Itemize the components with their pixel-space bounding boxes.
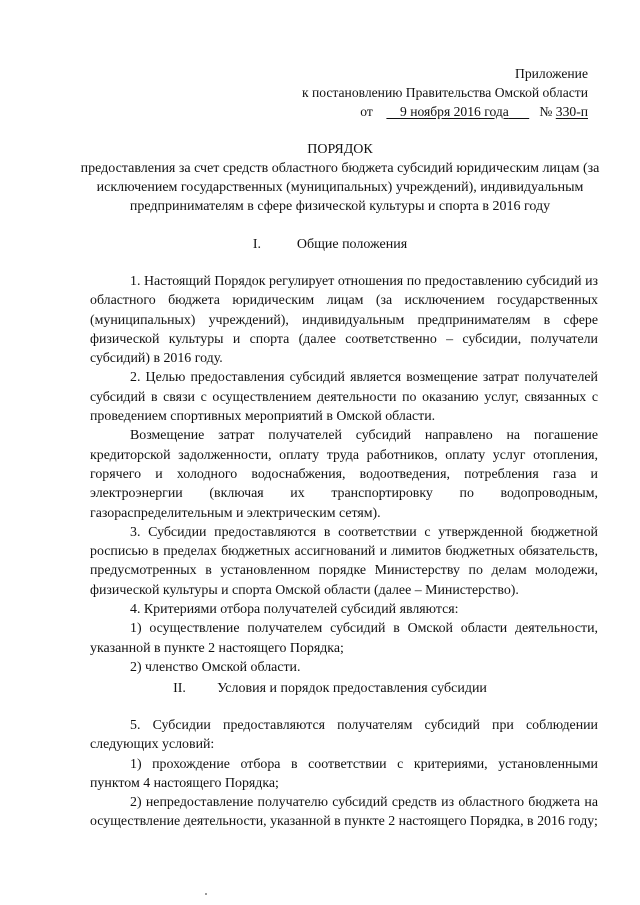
section-heading-1: [60, 237, 600, 253]
from-label: от: [360, 104, 373, 119]
scan-speck: [205, 893, 207, 895]
paragraph: 1) осуществление получателем субсидий в Омской области деятельности, указанной в пункте 2 настоящего Порядка;: [90, 621, 598, 656]
section-number: I.: [252, 237, 262, 252]
decree-date-line: [360, 102, 588, 121]
paragraph: 3. Субсидии предоставляются в соответствии с утвержденной бюджетной росписью в пределах бюджетных ассигнований и лимитов бюджетных обязательств, предусмотренных в установленном порядке Министерству по делам молодежи, физической культуры и спорта Омской области (далее – Министерство).: [90, 524, 598, 598]
paragraph: 2. Целью предоставления субсидий является возмещение затрат получателей субсидий в связи с осуществлением деятельности по оказанию услуг, связанных с проведением спортивных мероприятий в Омской области.: [90, 370, 598, 425]
section-title: Условия и порядок предоставления субсидии: [217, 681, 487, 696]
paragraph: 1) прохождение отбора в соответствии с критериями, установленными пунктом 4 настоящего Порядка;: [90, 756, 598, 791]
paragraph: 2) членство Омской области.: [130, 659, 301, 675]
decree-date: 9 ноября 2016 года: [400, 104, 509, 119]
decree-reference: к постановлению Правительства Омской области: [301, 85, 588, 100]
paragraph: Возмещение затрат получателей субсидий направлено на погашение кредиторской задолженности, оплату труда работников, оплату услуг отопления, горячего и холодного водоснабжения, водоотведения, потребления газа и электроэнергии (включая их транспортировку по водопроводным, газораспределительным и электрическим сетям).: [90, 428, 598, 521]
decree-number: 330-п: [555, 104, 588, 119]
paragraph: 5. Субсидии предоставляются получателям субсидий при соблюдении следующих условий:: [90, 718, 598, 753]
section-1-body: [90, 272, 598, 677]
paragraph: 1. Настоящий Порядок регулирует отношения по предоставлению субсидий из областного бюджета юридическим лицам (за исключением государственных (муниципальных) учреждений), индивидуальным предпринимателям в сфере физической культуры и спорта (далее соответственно – субсидии, получатели субсидий) в 2016 году.: [90, 274, 598, 367]
number-label: №: [539, 104, 553, 119]
paragraph: 2) непредоставление получателю субсидий средств из областного бюджета на осуществление деятельности, указанной в пункте 2 настоящего Порядка, в 2016 году;: [90, 795, 598, 830]
appendix-label: Приложение: [515, 66, 588, 81]
section-heading-2: [60, 681, 600, 697]
document-subtitle: предоставления за счет средств областного бюджета субсидий юридическим лицам (за исключением государственных (муниципальных) учреждений), индивидуальным предпринимателям в сфере физической культуры и спорта в 2016 году: [80, 161, 600, 214]
paragraph: 4. Критериями отбора получателей субсидий являются:: [130, 602, 459, 618]
document-heading: ПОРЯДОК: [307, 142, 373, 157]
section-title: Общие положения: [296, 237, 408, 252]
section-2-body: [90, 716, 598, 832]
section-number: II.: [173, 681, 186, 696]
